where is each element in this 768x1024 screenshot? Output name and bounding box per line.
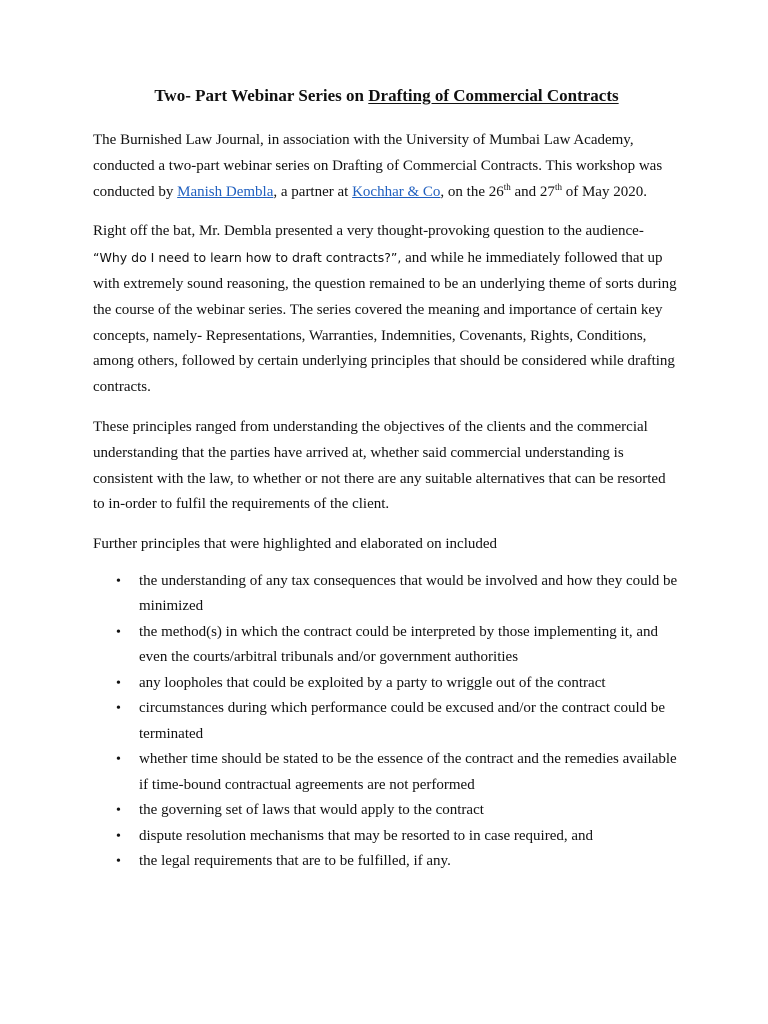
intro-text-1: The Burnished Law Journal, in association with the University of Mumbai Law Academy, conducted a two-part webinar series on Drafting of Commercial Contracts. This workshop was conducted by [93,132,663,200]
bullet-icon: • [116,854,121,870]
title-emphasis: Drafting of Commercial Contracts [368,86,619,105]
question-quote: “Why do I need to learn how to draft contracts?”, [93,250,402,266]
question-lead-text: Right off the bat, Mr. Dembla presented a very thought-provoking question to the audience- [93,223,644,240]
list-item-text: the understanding of any tax consequences that would be involved and how they could be minimized [139,572,678,615]
intro-text-3: , on the 26 [440,183,504,200]
bullet-icon: • [116,701,121,717]
list-item [93,569,680,620]
kochhar-co-link[interactable]: Kochhar & Co [352,183,441,200]
bullet-icon: • [116,828,121,844]
list-item [93,671,680,697]
bullet-icon: • [116,573,121,589]
paragraph-question [93,219,680,401]
bullet-icon: • [116,803,121,819]
list-item [93,620,680,671]
list-item [93,696,680,747]
question-body-text: and while he immediately followed that up with extremely sound reasoning, the question remained to be an underlying theme of sorts during the course of the webinar series. The series covered the meaning and importance of certain key concepts, namely- Representations, Warranties, Indemnities, Covenants, Rights, Conditions, among others, followed by certain underlying principles that should be considered while drafting contracts. [93,250,677,396]
principles-list [93,569,680,875]
paragraph-intro [93,128,680,205]
list-item-text: the legal requirements that are to be fulfilled, if any. [139,853,451,870]
intro-text-5: of May 2020. [561,183,647,200]
list-item-text: circumstances during which performance could be excused and/or the contract could be terminated [139,700,666,742]
bullet-icon: • [116,752,121,768]
superscript-th-2: th [554,181,562,192]
bullet-icon: • [116,624,121,640]
list-item-text: any loopholes that could be exploited by a party to wriggle out of the contract [139,674,606,691]
superscript-th-1: th [503,181,511,192]
manish-dembla-link[interactable]: Manish Dembla [177,183,274,200]
paragraph-principles: These principles ranged from understanding the objectives of the clients and the commercial understanding that the parties have arrived at, whether said commercial understanding is consistent with the law, to whether or not there are any suitable alternatives that can be resorted to in-order to fulfil the requirements of the client. [93,418,666,513]
intro-text-2: , a partner at [273,183,349,200]
list-item-text: whether time should be stated to be the essence of the contract and the remedies available if time-bound contractual agreements are not performed [139,751,677,793]
intro-text-4: and 27 [510,183,555,200]
list-item [93,747,680,798]
list-item-text: the method(s) in which the contract could be interpreted by those implementing it, and even the courts/arbitral tribunals and/or government authorities [139,623,659,666]
document-title [93,84,680,108]
list-item-text: dispute resolution mechanisms that may be resorted to in case required, and [139,827,594,844]
title-prefix: Two- Part Webinar Series on [154,86,365,105]
list-item-text: the governing set of laws that would apply to the contract [139,802,484,819]
list-item [93,824,680,850]
list-item [93,798,680,824]
paragraph-further-principles: Further principles that were highlighted and elaborated on included [93,536,498,553]
list-item [93,849,680,875]
bullet-icon: • [116,675,121,691]
